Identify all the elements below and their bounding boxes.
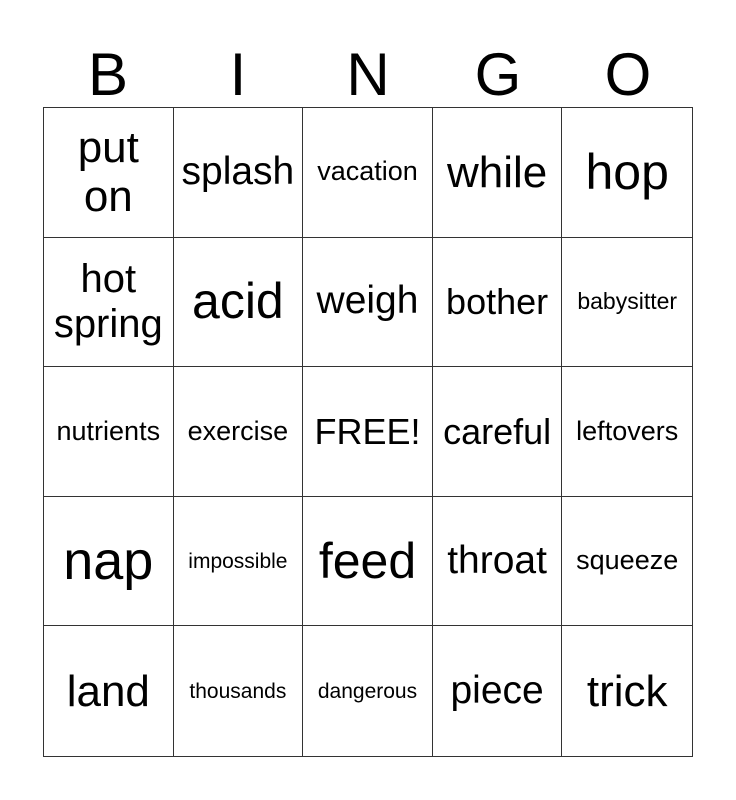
bingo-cell[interactable] [174, 367, 304, 497]
cell-word: nutrients [56, 415, 161, 446]
bingo-cell[interactable] [562, 497, 692, 627]
bingo-cell[interactable] [562, 367, 692, 497]
bingo-cell[interactable] [44, 626, 174, 756]
cell-word: nap [63, 530, 154, 591]
cell-word: acid [192, 273, 284, 330]
bingo-cell[interactable] [562, 626, 692, 756]
header-letter-o: O [604, 41, 652, 108]
cell-word: feed [318, 532, 417, 589]
cell-word: put on [77, 123, 139, 222]
cell-word: hot spring [53, 257, 163, 346]
bingo-cell[interactable] [433, 626, 563, 756]
cell-word: weigh [316, 279, 419, 323]
bingo-cell[interactable] [303, 238, 433, 368]
bingo-cell[interactable] [433, 238, 563, 368]
bingo-cell[interactable] [303, 108, 433, 238]
bingo-cell[interactable] [174, 497, 304, 627]
bingo-cell[interactable] [44, 497, 174, 627]
header-letter-n: N [346, 41, 390, 108]
cell-word: throat [447, 538, 547, 582]
bingo-cell[interactable] [303, 367, 433, 497]
bingo-cell[interactable] [303, 626, 433, 756]
cell-word: hop [585, 143, 669, 200]
cell-word: vacation [317, 156, 418, 187]
cell-word: careful [443, 410, 552, 452]
bingo-header [43, 41, 693, 108]
cell-word: piece [450, 668, 544, 712]
cell-word: land [66, 666, 150, 716]
cell-word: impossible [188, 549, 288, 573]
header-letter-g: G [474, 41, 522, 108]
bingo-cell[interactable] [562, 108, 692, 238]
cell-word: trick [586, 666, 668, 716]
bingo-cell[interactable] [433, 367, 563, 497]
bingo-cell[interactable] [174, 108, 304, 238]
bingo-cell[interactable] [44, 108, 174, 238]
cell-word: dangerous [317, 679, 418, 703]
header-letter-i: I [229, 41, 247, 108]
bingo-cell[interactable] [174, 626, 304, 756]
cell-word: babysitter [577, 288, 678, 315]
header-letter-b: B [87, 41, 129, 108]
cell-word: thousands [189, 679, 287, 703]
cell-word: leftovers [576, 415, 679, 446]
bingo-cell[interactable] [174, 238, 304, 368]
bingo-cell[interactable] [433, 108, 563, 238]
bingo-cell[interactable] [44, 367, 174, 497]
bingo-cell[interactable] [303, 497, 433, 627]
cell-word: squeeze [576, 545, 679, 576]
cell-word: splash [181, 149, 295, 193]
cell-word: while [446, 147, 548, 197]
bingo-grid [43, 107, 693, 757]
bingo-cell[interactable] [562, 238, 692, 368]
bingo-cell[interactable] [433, 497, 563, 627]
cell-word: bother [446, 281, 549, 323]
bingo-cell[interactable] [44, 238, 174, 368]
cell-word: FREE! [314, 410, 421, 452]
cell-word: exercise [187, 415, 289, 446]
